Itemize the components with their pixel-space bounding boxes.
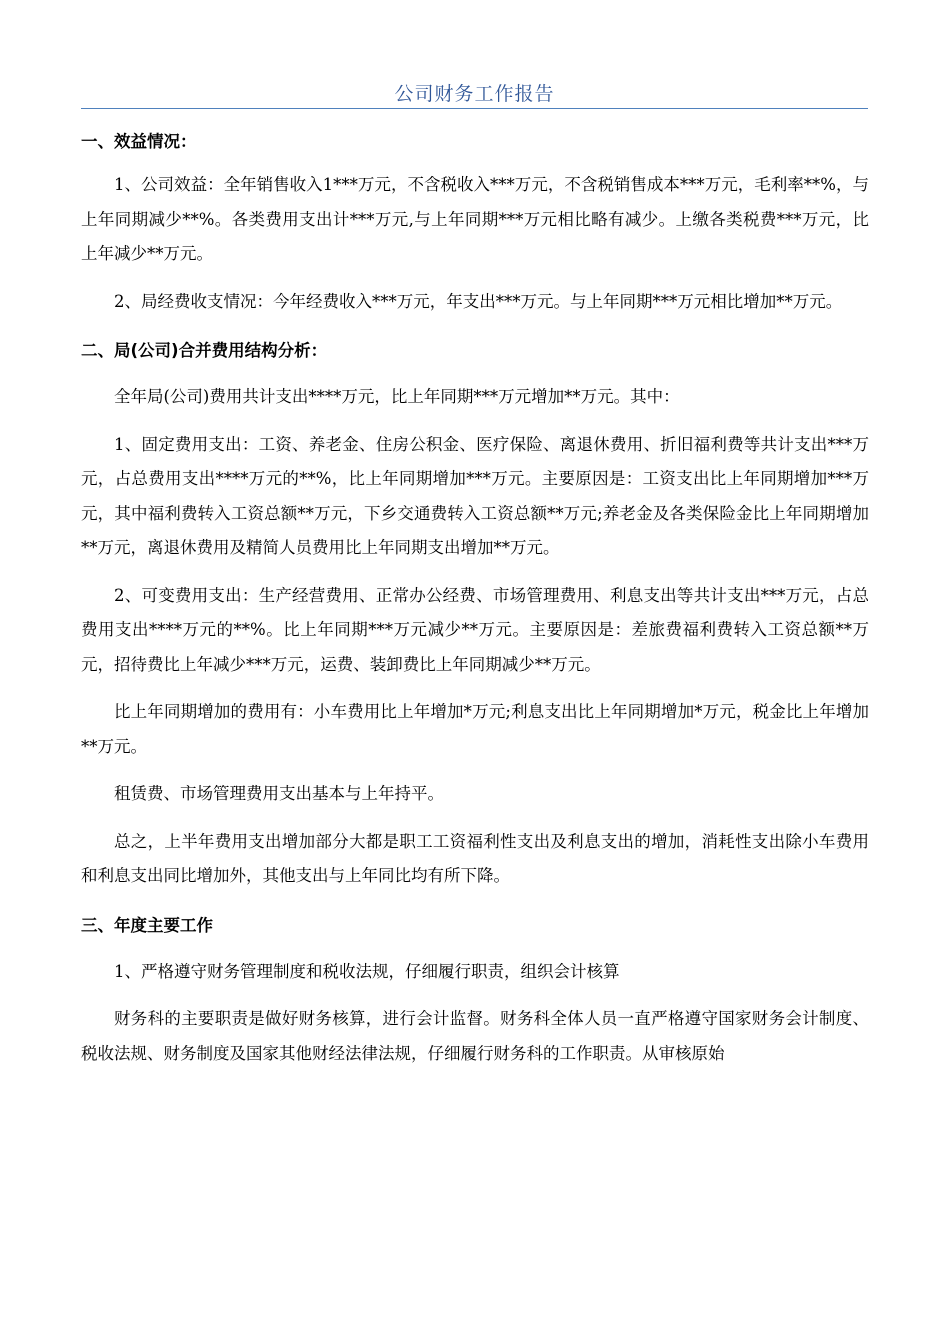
header-title: 公司财务工作报告 [394, 83, 555, 105]
paragraph: 比上年同期增加的费用有：小车费用比上年增加*万元;利息支出比上年同期增加*万元，税金比上年增加**万元。 [81, 702, 869, 756]
paragraph: 1、严格遵守财务管理制度和税收法规，仔细履行职责，组织会计核算 [114, 961, 620, 981]
section-heading-1: 一、效益情况： [81, 132, 197, 151]
paragraph: 1、固定费用支出：工资、养老金、住房公积金、医疗保险、离退休费用、折旧福利费等共计支出***万元，占总费用支出****万元的**%，比上年同期增加***万元。主要原因是：工资支出比上年同期增加***万元，其中福利费转入工资总额**万元，下乡交通费转入工资总额**万元;养老金及各类保险金比上年同期增加**万元，离退休费用及精简人员费用比上年同期支出增加**万元。 [81, 434, 869, 557]
section-heading-3: 三、年度主要工作 [81, 915, 213, 935]
paragraph: 租赁费、市场管理费用支出基本与上年持平。 [114, 784, 444, 803]
paragraph: 财务科的主要职责是做好财务核算，进行会计监督。财务科全体人员一直严格遵守国家财务会计制度、税收法规、财务制度及国家其他财经法律法规，仔细履行财务科的工作职责。从审核原始 [81, 1009, 869, 1063]
page-header [81, 80, 868, 109]
paragraph: 总之，上半年费用支出增加部分大都是职工工资福利性支出及利息支出的增加，消耗性支出除小车费用和利息支出同比增加外，其他支出与上年同比均有所下降。 [81, 831, 869, 885]
document-body [81, 118, 869, 1071]
paragraph: 1、公司效益：全年销售收入1***万元，不含税收入***万元，不含税销售成本***万元，毛利率**%，与上年同期减少**%。各类费用支出计***万元,与上年同期***万元相比略有减少。上缴各类税费***万元，比上年减少**万元。 [81, 175, 869, 263]
section-heading-2: 二、局(公司)合并费用结构分析： [81, 341, 328, 360]
paragraph: 2、可变费用支出：生产经营费用、正常办公经费、市场管理费用、利息支出等共计支出***万元，占总费用支出****万元的**%。比上年同期***万元减少**万元。主要原因是：差旅费福利费转入工资总额**万元，招待费比上年减少***万元，运费、装卸费比上年同期减少**万元。 [81, 585, 869, 674]
paragraph: 2、局经费收支情况：今年经费收入***万元，年支出***万元。与上年同期***万元相比增加**万元。 [114, 291, 843, 311]
paragraph: 全年局(公司)费用共计支出****万元，比上年同期***万元增加**万元。其中： [114, 387, 680, 406]
